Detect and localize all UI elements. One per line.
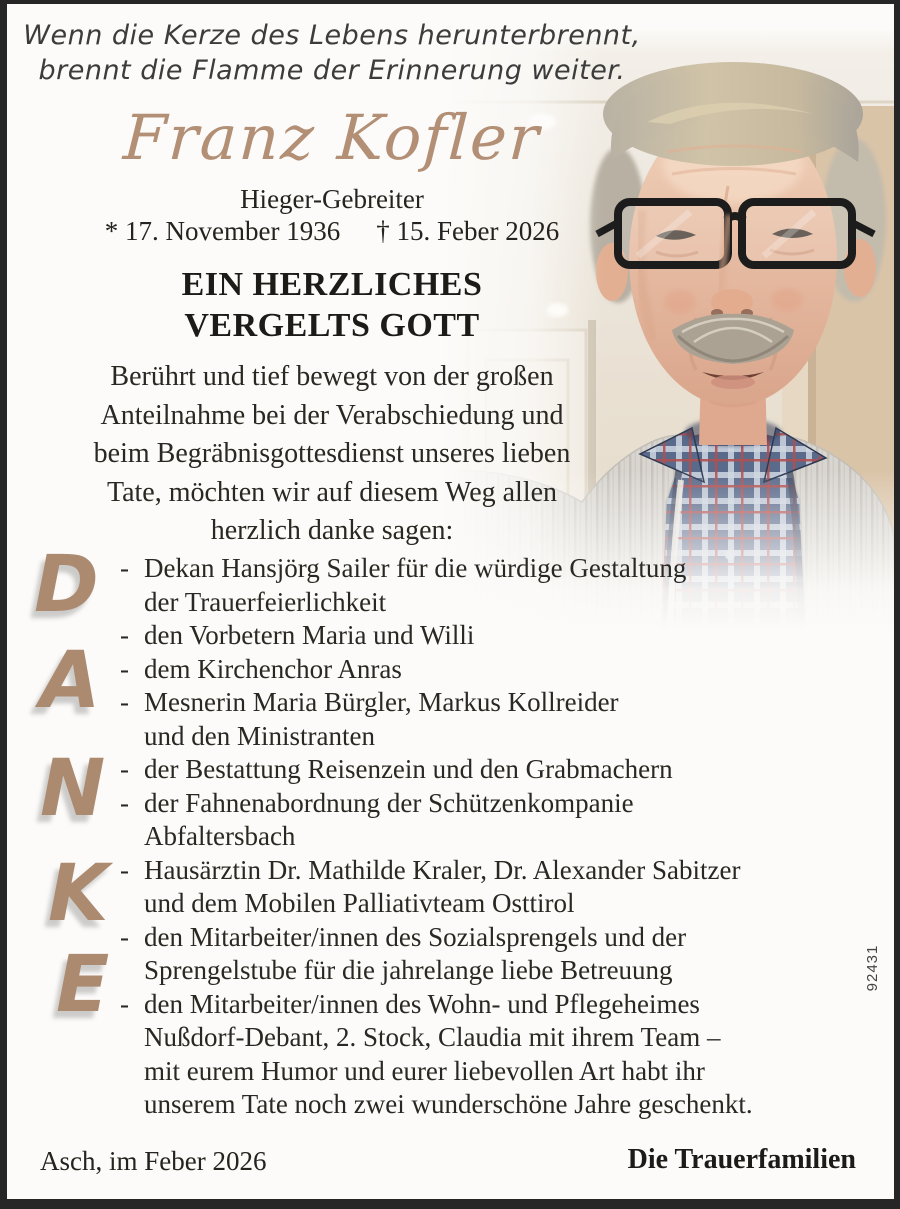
card-heading — [10, 264, 654, 346]
list-item-text: Hausärztin Dr. Mathilde Kraler, Dr. Alexander Sabitzer und dem Mobilen Palliativteam Osttirol — [144, 854, 741, 918]
print-reference-code: 92431 — [864, 944, 881, 992]
list-item — [118, 552, 884, 619]
danke-letter-a: A — [40, 636, 101, 726]
deceased-subname: Hieger-Gebreiter — [240, 184, 424, 214]
list-item-text: der Bestattung Reisenzein und den Grabmachern — [144, 754, 673, 784]
death-date: † 15. Feber 2026 — [376, 216, 560, 246]
dash-bullet: - — [120, 854, 129, 885]
intro-paragraph — [10, 358, 654, 551]
list-item — [118, 787, 884, 854]
intro-line: Tate, möchten wir auf diesem Weg allen — [106, 476, 558, 508]
danke-letter-e: E — [56, 940, 110, 1030]
dash-bullet: - — [120, 754, 129, 784]
list-item-text: Dekan Hansjörg Sailer für die würdige Gestaltung der Trauerfeierlichkeit — [144, 553, 687, 617]
danke-letter-n: N — [40, 744, 106, 834]
signature: Die Trauerfamilien — [627, 1144, 856, 1175]
heading-line-1: EIN HERZLICHES — [181, 266, 483, 303]
danke-letter-d: D — [34, 540, 99, 630]
life-dates — [10, 216, 654, 246]
dash-bullet: - — [120, 687, 129, 717]
list-item — [118, 921, 884, 988]
list-item-text: der Fahnenabordnung der Schützenkompanie Abfaltersbach — [144, 787, 634, 851]
list-item-text: den Mitarbeiter/innen des Sozialsprengels und der Sprengelstube für die jahrelange liebe Betreuung — [144, 921, 687, 985]
list-item — [118, 653, 884, 687]
birth-date: * 17. November 1936 — [104, 216, 341, 246]
quote-line-1: Wenn die Kerze des Lebens herunterbrennt, — [23, 20, 641, 51]
list-item — [118, 619, 884, 653]
dash-bullet: - — [120, 921, 129, 952]
intro-line: herzlich danke sagen: — [210, 515, 454, 546]
quote-line-2: brennt die Flamme der Erinnerung weiter. — [38, 55, 626, 86]
list-item-text: den Mitarbeiter/innen des Wohn- und Pflegeheimes Nußdorf-Debant, 2. Stock, Claudia mit ihrem Team – mit eurem Humor und eurer liebevollen Art habt ihr unserem Tate noch zwei wunderschöne Jahre geschenkt. — [144, 988, 753, 1119]
dash-bullet: - — [120, 620, 129, 650]
list-item — [118, 686, 884, 753]
intro-line: Berührt und tief bewegt von der großen — [110, 361, 554, 392]
danke-letter-k: K — [48, 849, 109, 939]
list-item-text: den Vorbetern Maria und Willi — [144, 620, 475, 650]
intro-line: Anteilnahme bei der Verabschiedung und — [100, 399, 564, 431]
dash-bullet: - — [120, 787, 129, 818]
memorial-quote — [10, 18, 654, 88]
list-item-text: Mesnerin Maria Bürgler, Markus Kollreider und den Ministranten — [144, 687, 619, 751]
list-item — [118, 988, 884, 1122]
heading-line-2: VERGELTS GOTT — [184, 307, 480, 344]
dash-bullet: - — [120, 988, 129, 1019]
intro-line: beim Begräbnisgottesdienst unseres lieben — [93, 438, 571, 469]
dash-bullet: - — [120, 653, 129, 684]
list-item — [118, 753, 884, 787]
dash-bullet: - — [120, 553, 129, 583]
deceased-name: Franz Kofler — [121, 101, 543, 174]
list-item-text: dem Kirchenchor Anras — [144, 653, 402, 684]
list-item — [118, 854, 884, 921]
place-and-date: Asch, im Feber 2026 — [40, 1146, 267, 1176]
thanks-list — [118, 552, 884, 1122]
